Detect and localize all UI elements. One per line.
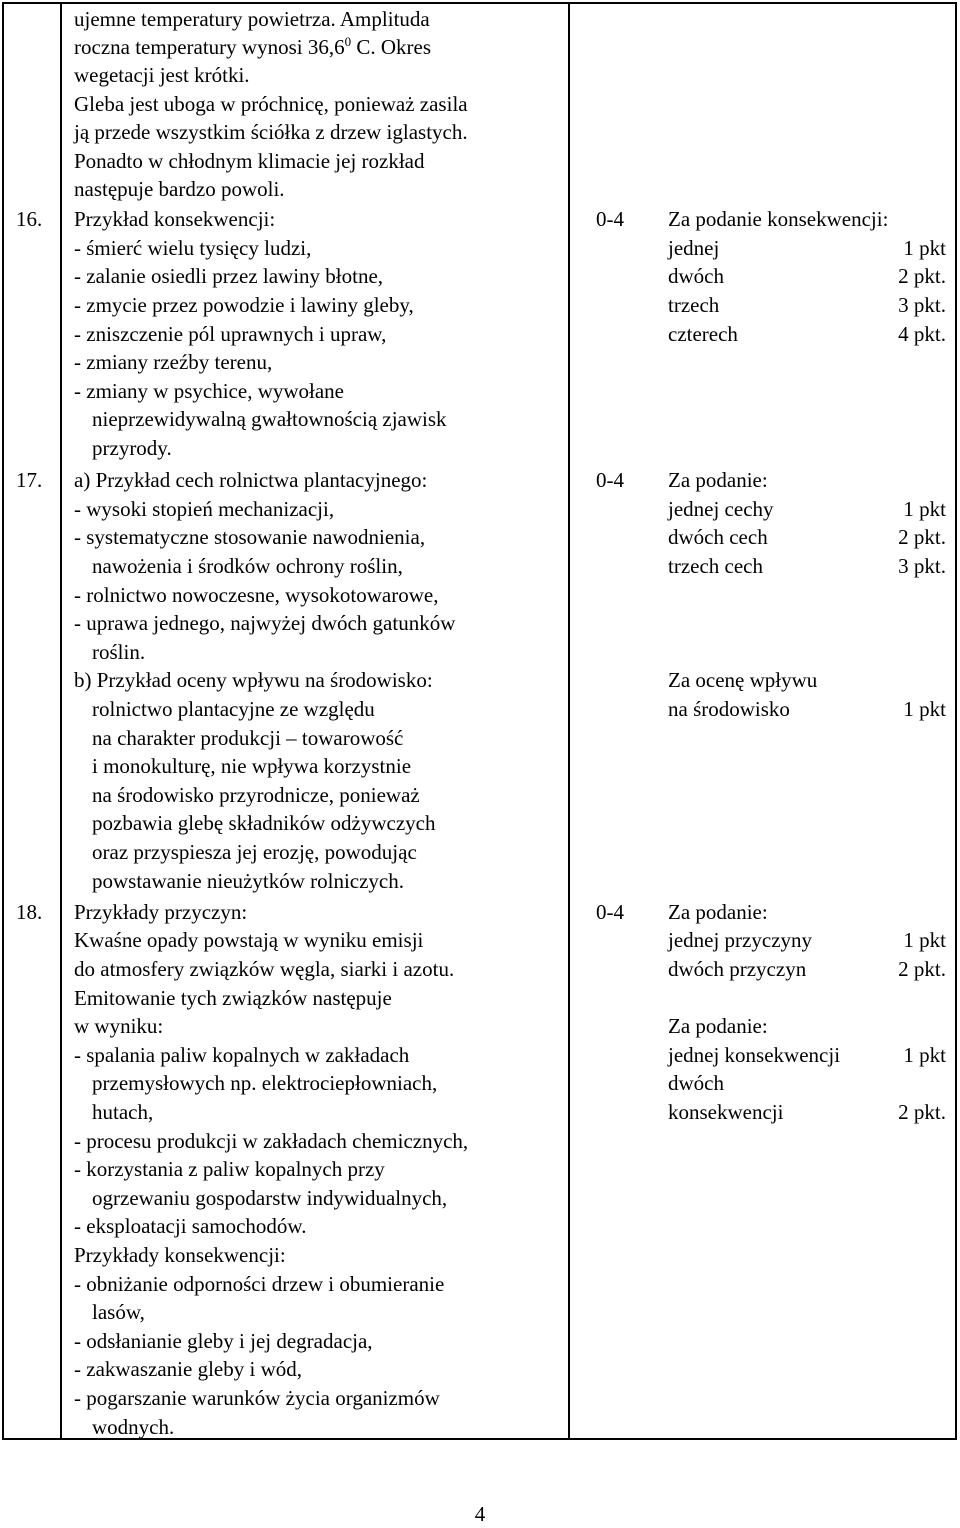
criteria-heading: Za podanie:	[668, 900, 768, 924]
row-content-line: Przykłady konsekwencji:	[74, 1243, 286, 1267]
row-content-line: - zniszczenie pól uprawnych i upraw,	[74, 322, 387, 346]
points-range: 0-4	[596, 468, 624, 492]
criteria-row: dwóch cech 2 pkt.	[668, 525, 946, 549]
criteria-row: trzech cech 3 pkt.	[668, 554, 946, 578]
row-content-line: - rolnictwo nowoczesne, wysokotowarowe,	[74, 583, 439, 607]
row-content-line: - zmiany w psychice, wywołane	[74, 379, 344, 403]
row-content-line: roślin.	[92, 640, 146, 664]
row-content-line: roczna temperatury wynosi 36,6$^0$ C. Okres	[74, 34, 432, 59]
row-content-line: - procesu produkcji w zakładach chemicznych,	[74, 1129, 469, 1153]
row-content-line: - zmycie przez powodzie i lawiny gleby,	[74, 293, 414, 317]
criteria-row: na środowisko 1 pkt	[668, 697, 946, 721]
row-content-line: - eksploatacji samochodów.	[74, 1214, 307, 1238]
row-content-line: - zalanie osiedli przez lawiny błotne,	[74, 264, 384, 288]
criteria-row: trzech 3 pkt.	[668, 293, 946, 317]
criteria-row: dwóch przyczyn 2 pkt.	[668, 957, 946, 981]
row-content-line: Ponadto w chłodnym klimacie jej rozkład	[74, 149, 425, 173]
row-content-line: Kwaśne opady powstają w wyniku emisji	[74, 928, 424, 952]
criteria-row: jednej cechy 1 pkt	[668, 497, 946, 521]
row-content-line: ujemne temperatury powietrza. Amplituda	[74, 7, 430, 31]
row-content-line: nieprzewidywalną gwałtownością zjawisk	[92, 407, 447, 431]
row-content-line: - odsłanianie gleby i jej degradacja,	[74, 1329, 373, 1353]
row-number: 16.	[16, 207, 43, 231]
row-content-line: Emitowanie tych związków następuje	[74, 986, 392, 1010]
criteria-row: jednej przyczyny 1 pkt	[668, 928, 946, 952]
superscript-degree: 0	[344, 34, 352, 49]
row-content-line: lasów,	[92, 1300, 145, 1324]
row-content-line: powstawanie nieużytków rolniczych.	[92, 869, 404, 893]
criteria-row: czterech 4 pkt.	[668, 322, 946, 346]
row-number: 18.	[16, 900, 43, 924]
row-content-line: wodnych.	[92, 1415, 175, 1439]
row-content-line: pozbawia glebę składników odżywczych	[92, 811, 436, 835]
table-border-top	[2, 2, 957, 4]
row-content-line: przemysłowych np. elektrociepłowniach,	[92, 1071, 438, 1095]
row-content-line: a) Przykład cech rolnictwa plantacyjnego:	[74, 468, 428, 492]
row-content-line: następuje bardzo powoli.	[74, 177, 285, 201]
criteria-heading: Za podanie:	[668, 468, 768, 492]
page-number: 4	[474, 1502, 486, 1526]
points-range: 0-4	[596, 207, 624, 231]
row-content-line: - korzystania z paliw kopalnych przy	[74, 1157, 385, 1181]
table-divider-number	[60, 2, 62, 1440]
row-content-line: w wyniku:	[74, 1014, 164, 1038]
table-divider-points	[568, 2, 570, 1440]
criteria-row: dwóch 2 pkt.	[668, 264, 946, 288]
row-content-line: hutach,	[92, 1100, 154, 1124]
row-content-line: - zmiany rzeźby terenu,	[74, 350, 273, 374]
row-content-line: b) Przykład oceny wpływu na środowisko:	[74, 668, 433, 692]
table-border-right	[955, 2, 957, 1440]
row-content-line: i monokulturę, nie wpływa korzystnie	[92, 754, 412, 778]
row-content-line: rolnictwo plantacyjne ze względu	[92, 697, 375, 721]
row-content-line: wegetacji jest krótki.	[74, 63, 250, 87]
points-range: 0-4	[596, 900, 624, 924]
row-content-line: - uprawa jednego, najwyżej dwóch gatunków	[74, 611, 456, 635]
criteria-row: jednej 1 pkt	[668, 236, 946, 260]
row-content-line: na środowisko przyrodnicze, ponieważ	[92, 783, 420, 807]
row-content-line: przyrody.	[92, 436, 172, 460]
row-content-line: - spalania paliw kopalnych w zakładach	[74, 1043, 410, 1067]
row-content-line: - pogarszanie warunków życia organizmów	[74, 1386, 440, 1410]
row-number: 17.	[16, 468, 43, 492]
criteria-heading: Za podanie:	[668, 1014, 768, 1038]
row-content-line: - wysoki stopień mechanizacji,	[74, 497, 335, 521]
row-content-line: Przykład konsekwencji:	[74, 207, 276, 231]
criteria-row: konsekwencji 2 pkt.	[668, 1100, 946, 1124]
row-content-line: Przykłady przyczyn:	[74, 900, 248, 924]
criteria-heading: Za podanie konsekwencji:	[668, 207, 889, 231]
criteria-row: Za ocenę wpływu	[668, 668, 818, 692]
row-content-line: ją przede wszystkim ściółka z drzew iglastych.	[74, 120, 468, 144]
row-content-line: Gleba jest uboga w próchnicę, ponieważ zasila	[74, 92, 468, 116]
row-content-line: - zakwaszanie gleby i wód,	[74, 1357, 302, 1381]
table-border-left	[2, 2, 4, 1440]
criteria-row: jednej konsekwencji 1 pkt	[668, 1043, 946, 1067]
row-content-line: - śmierć wielu tysięcy ludzi,	[74, 236, 312, 260]
row-content-line: ogrzewaniu gospodarstw indywidualnych,	[92, 1186, 448, 1210]
row-content-line: do atmosfery związków węgla, siarki i azotu.	[74, 957, 455, 981]
row-content-line: na charakter produkcji – towarowość	[92, 726, 404, 750]
row-content-line: - obniżanie odporności drzew i obumieranie	[74, 1272, 445, 1296]
row-content-line: - systematyczne stosowanie nawodnienia,	[74, 525, 426, 549]
criteria-row: dwóch	[668, 1071, 724, 1095]
row-content-line: nawożenia i środków ochrony roślin,	[92, 554, 403, 578]
row-content-line: oraz przyspiesza jej erozję, powodując	[92, 840, 417, 864]
